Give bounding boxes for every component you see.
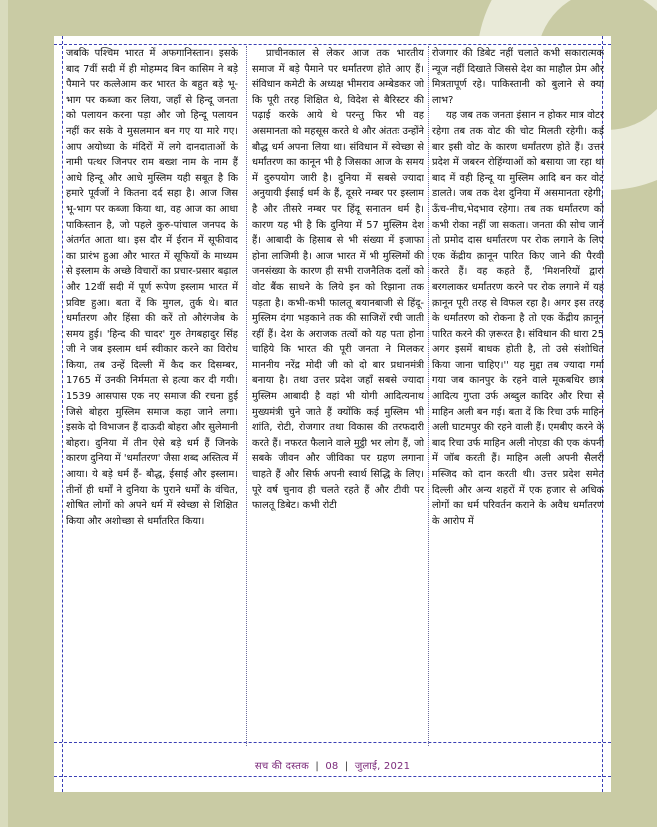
article-column-1	[66, 46, 238, 746]
footer-separator: |	[344, 761, 349, 772]
layout-guide	[54, 44, 611, 45]
layout-guide	[54, 776, 611, 777]
article-column-2	[252, 46, 424, 746]
paragraph: जबकि पश्चिम भारत में अफगानिस्तान। इसके बाद 7वीं सदी में ही मोहम्मद बिन कासिम ने बड़े पैमाने पर कत्लेआम कर भारत के बहुत बड़े भू-भाग पर कब्जा कर लिया, जहाँ से हिन्दू जनता को पलायन करना पड़ा और जो हिन्दू पलायन नहीं कर सके वे मुसलमान बन गए या मारे गए। आप अयोध्या के मंदिरों में लगे दानदाताओं के नामी पत्थर जिनपर राम बख्श नाम के नाम हैं आधे हिन्दू और आधे मुस्लिम यही सबूत है कि हमारे पूर्वजों ने कितना दर्द सहा है। आज जिस भू-भाग पर कब्जा किया था, वह आज का आधा पाकिस्तान है, जो पहले कुरु-पांचाल जनपद के अंतर्गत आता था। इस दौर में ईरान में सूफीवाद का प्रारंभ हुआ और भारत में सूफियों के माध्यम से इस्लाम के अच्छे विचारों का प्रचार-प्रसार बढ़ाल और 12वीं सदी में पूर्ण रूपेण इस्लाम भारत में प्रविष्ट हुआ। बता दें कि मुगल, तुर्क थे। बात धर्मांतरण और हिंसा की करें तो औरंगजेब के समय हुई। 'हिन्द की चादर' गुरु तेगबहादुर सिंह जी ने जब इस्लाम धर्म स्वीकार करने का विरोध किया, तब उन्हें दिल्ली में कैद कर दिसम्बर, 1765 में उनकी निर्ममता से हत्या कर दी गयी।1539 आसपास एक नए समाज की रचना हुई जिसे बोहरा मुस्लिम समाज कहा जाने लगा। इसके दो विभाजन हैं दाऊदी बोहरा और सुलेमानी बोहरा। दुनिया में तीन ऐसे बड़े धर्म हैं जिनके कारण दुनिया में 'धर्मांतरण' जैसा शब्द अस्तित्व में आया। ये बड़े धर्म हैं- बौद्ध, ईसाई और इस्लाम। तीनों ही धर्मों ने दुनिया के पुराने धर्मों के वंचित, शोषित लोगों को अपने धर्म में स्वेच्छा से शिक्षित किया और अशोच्छा से धर्मांतरित किया।	[66, 48, 238, 527]
page-footer	[54, 758, 611, 772]
magazine-name: सच की दस्तक	[254, 761, 309, 772]
column-divider	[246, 46, 247, 746]
column-divider	[428, 46, 429, 746]
article-body	[66, 46, 602, 746]
page-number: 08	[325, 761, 339, 772]
article-column-3	[432, 46, 604, 746]
issue-date: जुलाई, 2021	[354, 761, 411, 772]
paragraph: प्राचीनकाल से लेकर आज तक भारतीय समाज में बड़े पैमाने पर धर्मांतरण होते आए हैं। संविधान कमेटी के अध्यक्ष भीमराव अम्बेडकर जो कि पूरी तरह शिक्षित थे, विदेश से बैरिस्टर की पढ़ाई करके आये थे परन्तु फिर भी वह असमानता को महसूस करते थे और अंततः उन्होंने बौद्ध धर्म अपना लिया था। संविधान में स्वेच्छा से धर्मांतरण का कानून भी है जिसका आज के समय में दुरुपयोग जारी है। दुनिया में सबसे ज्यादा अनुयायी ईसाई धर्म के हैं, दूसरे नम्बर पर इस्लाम है और तीसरे नम्बर पर हिंदू सनातन धर्म है। कारण यह भी है कि दुनिया में 57 मुस्लिम देश हैं। आबादी के हिसाब से भी संख्या में इजाफा होना लाजिमी है। आज भारत में भी मुस्लिमों की जनसंख्या के कारण ही सभी राजनैतिक दलों को वोट बैंक साधने के लिये इन को रिझाना तक पड़ता है। कभी-कभी फालतू बयानबाजी से हिंदू-मुस्लिम दंगा भड़काने तक की साजिशें रची जाती रहीं हैं। देश के अराजक तत्वों को यह पता होना चाहिये कि भारत की पूरी जनता ने मिलकर माननीय नरेंद्र मोदी जी को दो बार प्रधानमंत्री बनाया है। तथा उत्तर प्रदेश जहाँ सबसे ज्यादा मुस्लिम आबादी है वहां भी योगी आदित्यनाथ मुख्यमंत्री चुने जाते हैं क्योंकि कई मुस्लिम भी शांति, रोटी, रोजगार तथा विकास की तरफदारी करते हैं। नफरत फैलाने वाले मुट्ठी भर लोग हैं, जो सबके जीवन और जीविका पर ग्रहण लगाना चाहते हैं और सिर्फ अपनी स्वार्थ सिद्धि के लिए। पूरे वर्ष चुनाव ही चलते रहते हैं और टीवी पर फालतू डिबेट। कभी रोटी	[252, 48, 424, 512]
paragraph: रोजगार की डिबेट नहीं चलाते कभी सकारात्मक न्यूज नहीं दिखाते जिससे देश का माहौल प्रेम और मित्रतापूर्ण रहे। पाकिस्तानी को बुलाने से क्या लाभ?	[432, 48, 604, 106]
layout-guide	[62, 36, 63, 792]
paragraph: यह जब तक जनता इंसान न होकर मात्र वोटर रहेगा तब तक वोट की चोट मिलती रहेगी। कई बार इसी वोट के कारण धर्मांतरण होते हैं। उत्तर प्रदेश में जबरन रोहिंग्याओं को बसाया जा रहा था बाद में वही हिन्दू या मुस्लिम आदि बन कर वोट डालते। जब तक देश दुनिया में असमानता रहेगी, ऊँच-नीच,भेदभाव रहेगा। तब तक धर्मांतरण को कभी रोका नहीं जा सकता। जनता की सोच जानें तो प्रमोद दास धर्मांतरण पर रोक लगाने के लिए एक केंद्रीय क़ानून पारित किए जाने की पैरवी करते हैं। वह कहते हैं, 'मिशनरियों द्वारा बरगलाकर धर्मांतरण करने पर रोक लगाने में यह क़ानून पूरी तरह से विफल रहा है। अगर इस तरह के धर्मांतरण को रोकना है तो एक केंद्रीय क़ानून पारित करने की ज़रूरत है। संविधान की धारा 25 अगर इसमें बाधक होती है, तो उसे संशोधित किया जाना चाहिए।'' यह मुद्दा तब ज्यादा गर्मा गया जब कानपुर के रहने वाले मूकबधिर छात्र आदित्य गुप्ता उर्फ अब्दुल कादिर और रिचा से माहिन अली बन गई। बता दें कि रिचा उर्फ माहिन अली घाटमपुर की रहने वाली हैं। एमबीए करने के बाद रिचा उर्फ माहिन अली नोएडा की एक कंपनी में जॉब करती हैं। माहिन अली अपनी सैलरी मस्जिद को दान करती थी। उत्तर प्रदेश समेत दिल्ली और अन्य शहरों में एक हजार से अधिक लोगों का धर्म परिवर्तन कराने के अवैध धर्मांतरण के आरोप में	[432, 110, 604, 527]
decorative-band	[0, 0, 8, 827]
magazine-page	[54, 36, 611, 792]
footer-separator: |	[315, 761, 319, 772]
